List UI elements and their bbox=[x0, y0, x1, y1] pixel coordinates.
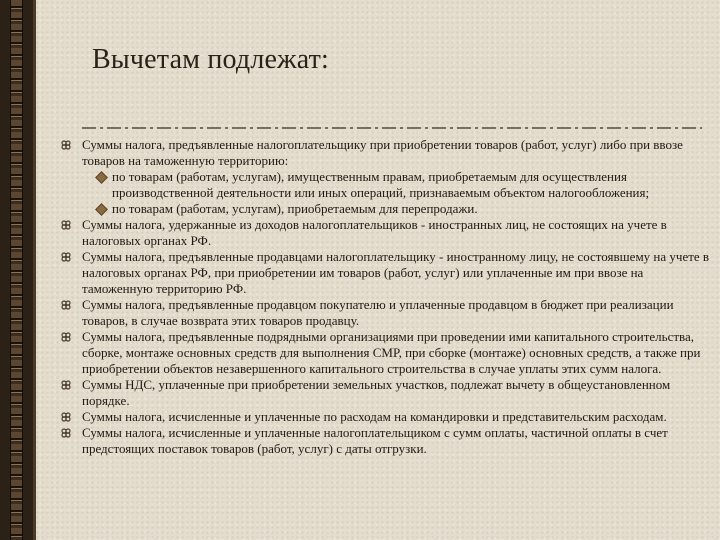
sub-list-item bbox=[60, 201, 710, 217]
list-item-text: Суммы налога, удержанные из доходов налогоплательщиков - иностранных лиц, не состоящих на учете в налоговых органах РФ. bbox=[82, 217, 667, 248]
list-item bbox=[60, 217, 710, 249]
list-item-text: Суммы налога, предъявленные продавцами налогоплательщику - иностранному лицу, не состоявшему на учете в налоговых органах РФ, при приобретении им товаров (работ, услуг) или уплаченные им при ввозе на таможенную территорию РФ. bbox=[82, 249, 710, 296]
quatrefoil-bullet-icon bbox=[61, 412, 71, 422]
quatrefoil-bullet-icon bbox=[61, 252, 71, 262]
sub-list-item-text: по товарам (работам, услугам), приобретаемым для перепродажи. bbox=[112, 201, 478, 216]
list-item-text: Суммы НДС, уплаченные при приобретении земельных участков, подлежат вычету в общеустановленном порядке. bbox=[82, 377, 671, 408]
quatrefoil-bullet-icon bbox=[61, 428, 71, 438]
list-item bbox=[60, 377, 710, 409]
bullet-list bbox=[60, 137, 710, 457]
quatrefoil-bullet-icon bbox=[61, 140, 71, 150]
list-item bbox=[60, 329, 710, 377]
list-item-text: Суммы налога, предъявленные подрядными организациями при проведении ими капитального строительства, сборке, монтаже основных средств для выполнения СМР, при сборке (монтаже) основных средств, а также при приобретении объектов незавершенного капитального строительства в случае уплаты этих сумм налога. bbox=[82, 329, 701, 376]
list-item bbox=[60, 409, 710, 425]
diamond-bullet-icon bbox=[95, 203, 108, 216]
list-item bbox=[60, 137, 710, 169]
slide-title: Вычетам подлежат: bbox=[92, 44, 330, 75]
sub-list-item-text: по товарам (работам, услугам), имущественным правам, приобретаемым для осуществления производственной деятельности или иных операций, признаваемым объектом налогообложения; bbox=[112, 169, 650, 200]
list-item bbox=[60, 425, 710, 457]
list-item bbox=[60, 297, 710, 329]
diamond-bullet-icon bbox=[95, 171, 108, 184]
quatrefoil-bullet-icon bbox=[61, 332, 71, 342]
sub-list-item bbox=[60, 169, 710, 201]
list-item bbox=[60, 249, 710, 297]
quatrefoil-bullet-icon bbox=[61, 300, 71, 310]
side-band-edge bbox=[33, 0, 36, 540]
quatrefoil-bullet-icon bbox=[61, 380, 71, 390]
title-divider-line bbox=[82, 124, 702, 132]
list-item-text: Суммы налога, исчисленные и уплаченные по расходам на командировки и представительским расходам. bbox=[82, 409, 667, 424]
side-rail bbox=[10, 0, 23, 540]
decorative-side-band bbox=[0, 0, 36, 540]
list-item-text: Суммы налога, предъявленные налогоплательщику при приобретении товаров (работ, услуг) либо при ввозе товаров на таможенную территорию: bbox=[82, 137, 683, 168]
list-item-text: Суммы налога, предъявленные продавцом покупателю и уплаченные продавцом в бюджет при реализации товаров, в случае возврата этих товаров продавцу. bbox=[82, 297, 674, 328]
quatrefoil-bullet-icon bbox=[61, 220, 71, 230]
list-item-text: Суммы налога, исчисленные и уплаченные налогоплательщиком с сумм оплаты, частичной оплаты в счет предстоящих поставок товаров (работ, услуг) с даты отгрузки. bbox=[82, 425, 668, 456]
